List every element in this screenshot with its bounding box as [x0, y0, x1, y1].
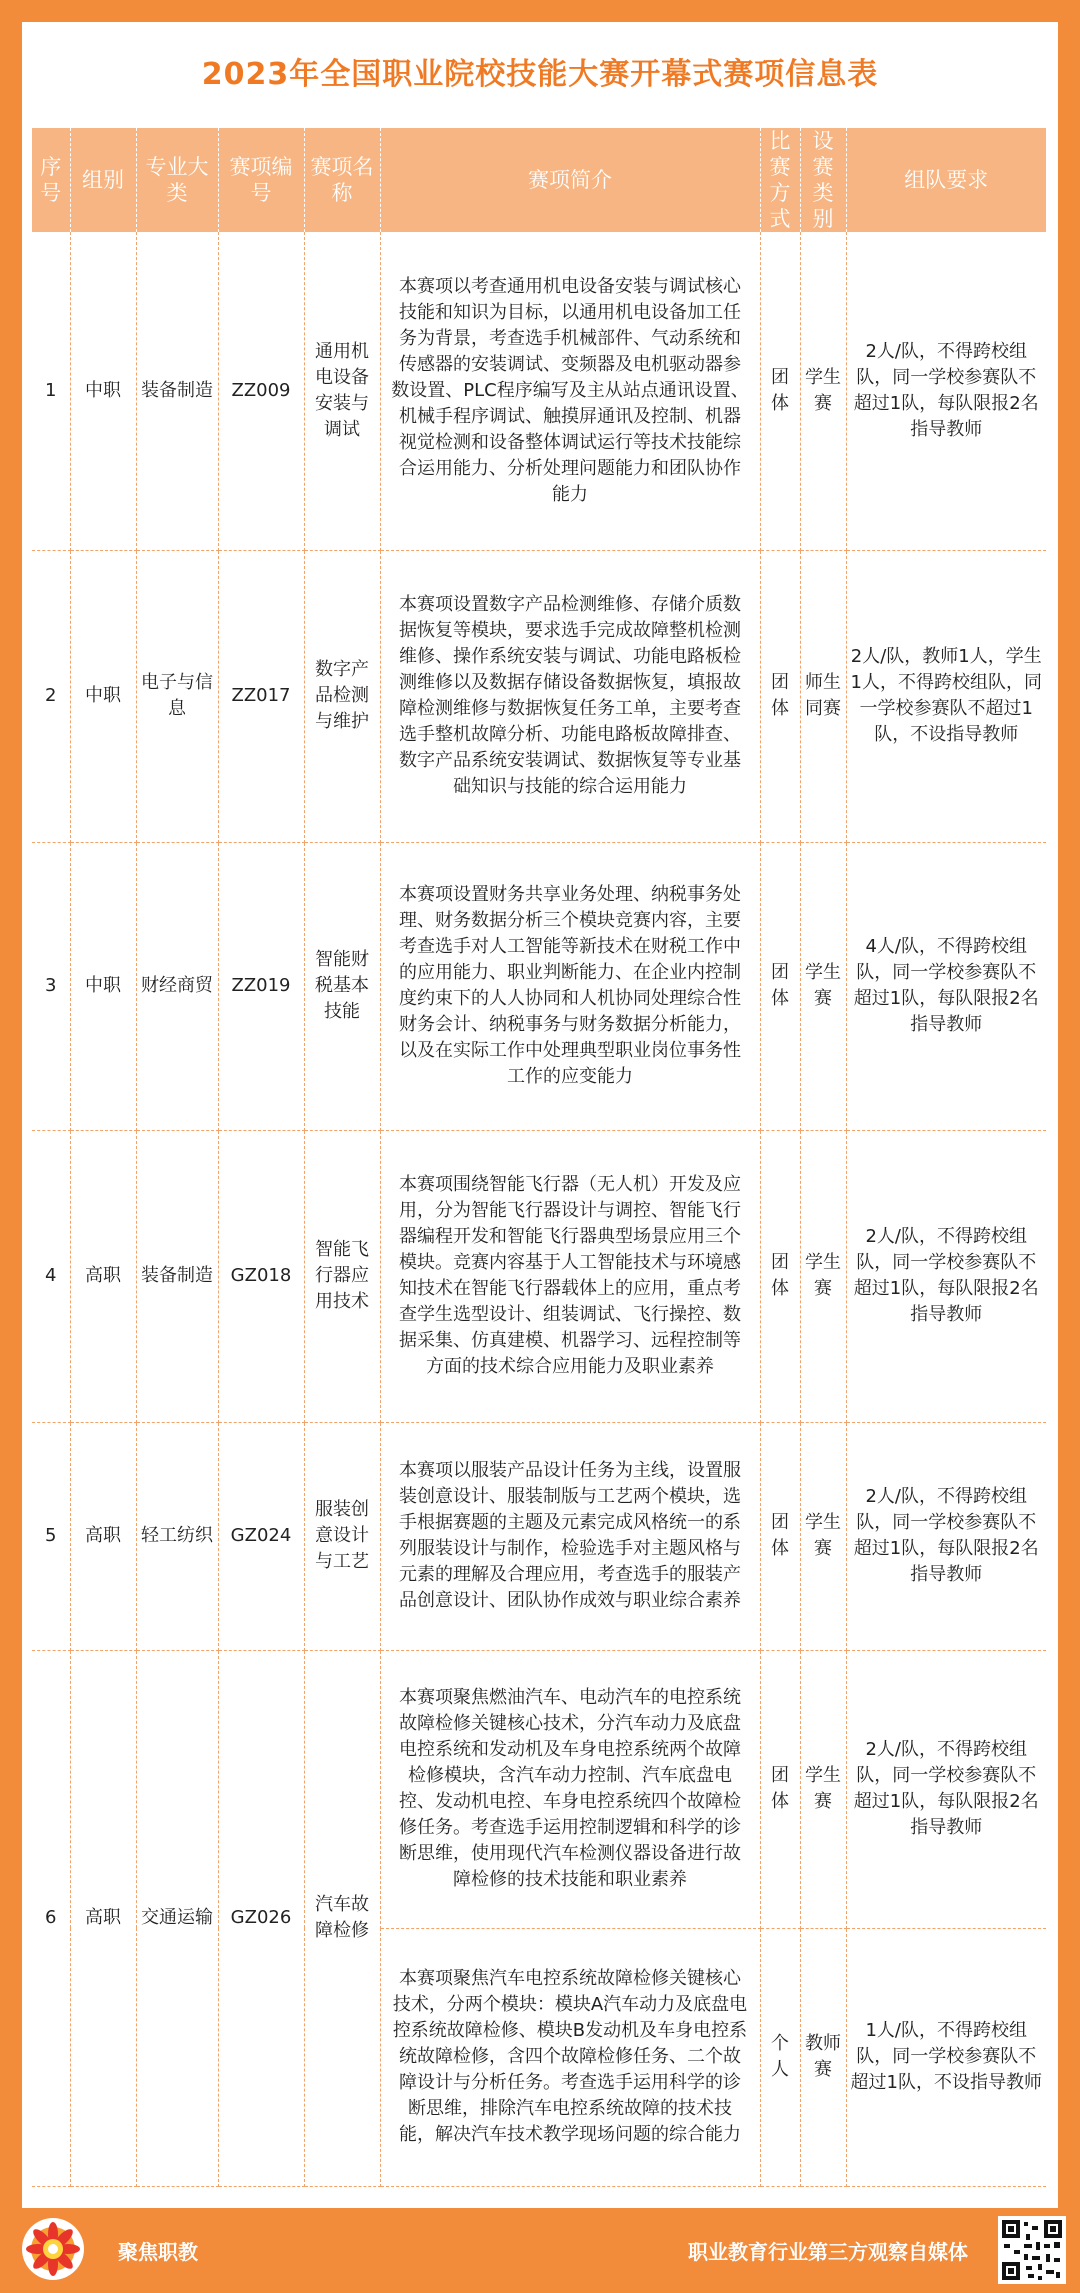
header-group: 组别 — [70, 128, 136, 232]
cell-type: 学生赛 — [800, 232, 846, 550]
cell-desc: 本赛项以考查通用机电设备安装与调试核心技能和知识为目标，以通用机电设备加工任务为背景，考查选手机械部件、气动系统和传感器的安装调试、变频器及电机驱动器参数设置、PLC程序编写及主从站点通讯设置、机械手程序调试、触摸屏通讯及控制、机器视觉检测和设备整体调试运行等技术技能综合运用能力、分析处理问题能力和团队协作能力 — [380, 232, 760, 550]
cell-desc: 本赛项聚焦燃油汽车、电动汽车的电控系统故障检修关键核心技术，分汽车动力及底盘电控系统和发动机及车身电控系统两个故障检修模块，含汽车动力控制、汽车底盘电控、发动机电控、车身电控系统四个故障检修任务。考查选手运用控制逻辑和科学的诊断思维，使用现代汽车检测仪器设备进行故障检修的技术技能和职业素养 — [380, 1650, 760, 1928]
cell-seq: 5 — [32, 1422, 70, 1650]
header-seq: 序号 — [32, 128, 70, 232]
table-row — [32, 1422, 1046, 1650]
cell-type: 教师赛 — [800, 1928, 846, 2186]
cell-group: 高职 — [70, 1422, 136, 1650]
cell-type: 学生赛 — [800, 842, 846, 1130]
cell-mode: 团体 — [760, 232, 800, 550]
header-type: 设赛类别 — [800, 128, 846, 232]
cell-type: 学生赛 — [800, 1130, 846, 1422]
table-row — [32, 1650, 1046, 1928]
cell-seq: 6 — [32, 1650, 70, 2186]
cell-mode: 团体 — [760, 1422, 800, 1650]
cell-team: 2人/队，不得跨校组队，同一学校参赛队不超过1队，每队限报2名指导教师 — [846, 1422, 1046, 1650]
cell-code: GZ026 — [218, 1650, 304, 2186]
cell-major: 电子与信息 — [136, 550, 218, 842]
cell-name: 数字产品检测与维护 — [304, 550, 380, 842]
info-sheet — [22, 22, 1058, 2208]
qr-code-icon — [998, 2216, 1066, 2284]
table-row — [32, 1130, 1046, 1422]
sunflower-logo-icon — [22, 2218, 84, 2280]
cell-desc: 本赛项设置数字产品检测维修、存储介质数据恢复等模块，要求选手完成故障整机检测维修、操作系统安装与调试、功能电路板检测维修以及数据存储设备数据恢复，填报故障检测维修与数据恢复任务工单，主要考查选手整机故障分析、功能电路板故障排查、数字产品系统安装调试、数据恢复等专业基础知识与技能的综合运用能力 — [380, 550, 760, 842]
header-major: 专业大类 — [136, 128, 218, 232]
cell-type: 学生赛 — [800, 1650, 846, 1928]
cell-mode: 团体 — [760, 1130, 800, 1422]
cell-mode: 团体 — [760, 1650, 800, 1928]
cell-code: ZZ017 — [218, 550, 304, 842]
page-title: 2023年全国职业院校技能大赛开幕式赛项信息表 — [201, 57, 879, 92]
cell-group: 中职 — [70, 232, 136, 550]
cell-major: 交通运输 — [136, 1650, 218, 2186]
header-code: 赛项编号 — [218, 128, 304, 232]
header-row — [32, 128, 1046, 232]
cell-major: 装备制造 — [136, 1130, 218, 1422]
cell-mode: 团体 — [760, 842, 800, 1130]
cell-team: 1人/队，不得跨校组队，同一学校参赛队不超过1队，不设指导教师 — [846, 1928, 1046, 2186]
cell-group: 高职 — [70, 1130, 136, 1422]
header-name: 赛项名称 — [304, 128, 380, 232]
cell-group: 高职 — [70, 1650, 136, 2186]
cell-group: 中职 — [70, 842, 136, 1130]
table-row — [32, 842, 1046, 1130]
cell-team: 4人/队，不得跨校组队，同一学校参赛队不超过1队，每队限报2名指导教师 — [846, 842, 1046, 1130]
competition-table — [32, 128, 1046, 2187]
header-team: 组队要求 — [846, 128, 1046, 232]
cell-name: 服装创意设计与工艺 — [304, 1422, 380, 1650]
cell-major: 轻工纺织 — [136, 1422, 218, 1650]
table-row — [32, 550, 1046, 842]
cell-type: 师生同赛 — [800, 550, 846, 842]
cell-major: 装备制造 — [136, 232, 218, 550]
cell-team: 2人/队，不得跨校组队，同一学校参赛队不超过1队，每队限报2名指导教师 — [846, 1650, 1046, 1928]
cell-team: 2人/队，教师1人，学生1人，不得跨校组队，同一学校参赛队不超过1队，不设指导教师 — [846, 550, 1046, 842]
footer-bar — [0, 2208, 1080, 2293]
header-desc: 赛项简介 — [380, 128, 760, 232]
cell-seq: 3 — [32, 842, 70, 1130]
cell-mode: 个人 — [760, 1928, 800, 2186]
footer-slogan: 职业教育行业第三方观察自媒体 — [688, 2240, 968, 2264]
cell-seq: 4 — [32, 1130, 70, 1422]
footer-brand: 聚焦职教 — [118, 2240, 198, 2264]
cell-name: 汽车故障检修 — [304, 1650, 380, 2186]
cell-desc: 本赛项围绕智能飞行器（无人机）开发及应用，分为智能飞行器设计与调控、智能飞行器编程开发和智能飞行器典型场景应用三个模块。竞赛内容基于人工智能技术与环境感知技术在智能飞行器载体上的应用，重点考查学生选型设计、组装调试、飞行操控、数据采集、仿真建模、机器学习、远程控制等方面的技术综合应用能力及职业素养 — [380, 1130, 760, 1422]
cell-name: 通用机电设备安装与调试 — [304, 232, 380, 550]
cell-name: 智能财税基本技能 — [304, 842, 380, 1130]
cell-code: ZZ009 — [218, 232, 304, 550]
cell-seq: 2 — [32, 550, 70, 842]
cell-code: GZ024 — [218, 1422, 304, 1650]
table-row — [32, 232, 1046, 550]
cell-desc: 本赛项以服装产品设计任务为主线，设置服装创意设计、服装制版与工艺两个模块，选手根据赛题的主题及元素完成风格统一的系列服装设计与制作，检验选手对主题风格与元素的理解及合理应用，考查选手的服装产品创意设计、团队协作成效与职业综合素养 — [380, 1422, 760, 1650]
cell-team: 2人/队，不得跨校组队，同一学校参赛队不超过1队，每队限报2名指导教师 — [846, 232, 1046, 550]
cell-type: 学生赛 — [800, 1422, 846, 1650]
cell-mode: 团体 — [760, 550, 800, 842]
cell-major: 财经商贸 — [136, 842, 218, 1130]
header-mode: 比赛方式 — [760, 128, 800, 232]
cell-name: 智能飞行器应用技术 — [304, 1130, 380, 1422]
cell-code: ZZ019 — [218, 842, 304, 1130]
cell-group: 中职 — [70, 550, 136, 842]
cell-desc: 本赛项聚焦汽车电控系统故障检修关键核心技术，分两个模块：模块A汽车动力及底盘电控系统故障检修、模块B发动机及车身电控系统故障检修，含四个故障检修任务、二个故障设计与分析任务。考查选手运用科学的诊断思维，排除汽车电控系统故障的技术技能，解决汽车技术教学现场问题的综合能力 — [380, 1928, 760, 2186]
cell-seq: 1 — [32, 232, 70, 550]
cell-team: 2人/队，不得跨校组队，同一学校参赛队不超过1队，每队限报2名指导教师 — [846, 1130, 1046, 1422]
cell-code: GZ018 — [218, 1130, 304, 1422]
cell-desc: 本赛项设置财务共享业务处理、纳税事务处理、财务数据分析三个模块竞赛内容，主要考查选手对人工智能等新技术在财税工作中的应用能力、职业判断能力、在企业内控制度约束下的人人协同和人机协同处理综合性财务会计、纳税事务与财务数据分析能力，以及在实际工作中处理典型职业岗位事务性工作的应变能力 — [380, 842, 760, 1130]
